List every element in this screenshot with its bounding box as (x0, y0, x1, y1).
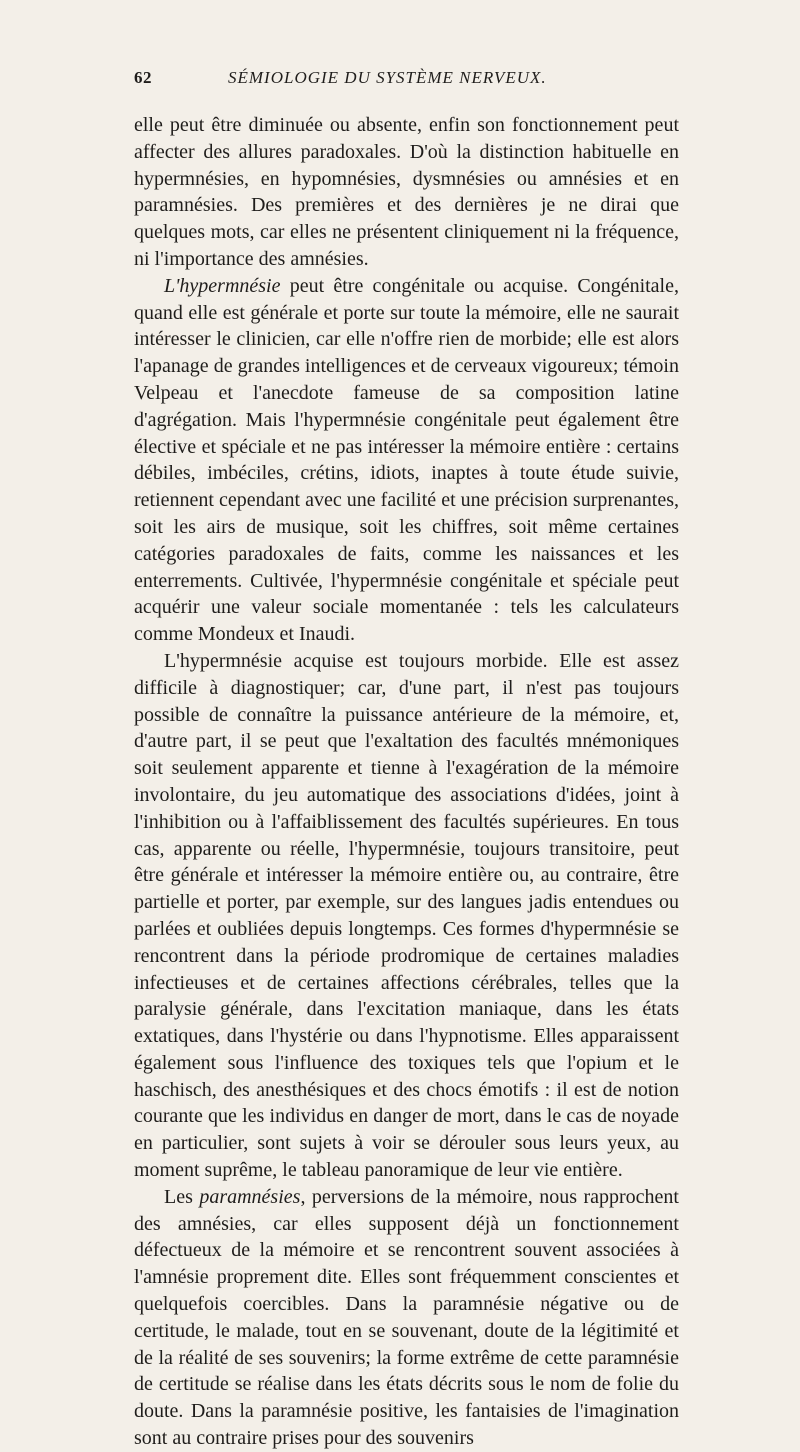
paragraph-text: , perversions de la mémoire, nous rapprochent des amnésies, car elles supposent déjà un fonctionnement défectueux de la mémoire et se rencontrent souvent associées à l'amnésie proprement dite. Elles sont fréquemment conscientes et quelquefois coercibles. Dans la paramnésie négative ou de certitude, le malade, tout en se souvenant, doute de la légitimité et de la réalité de ses souvenirs; la forme extrême de cette paramnésie de certitude se réalise dans les états décrits sous le nom de folie du doute. Dans la paramnésie positive, les fantaisies de l'imagination sont au contraire prises pour des souvenirs (134, 1185, 679, 1450)
paragraph-text: peut être congénitale ou acquise. Congénitale, quand elle est générale et porte sur toute la mémoire, elle ne saurait intéresser le clinicien, car elle n'offre rien de morbide; elle est alors l'apanage de grandes intelligences et de cerveaux vigoureux; témoin Velpeau et l'anecdote fameuse de sa composition latine d'agrégation. Mais l'hypermnésie congénitale peut également être élective et spéciale et ne pas intéresser la mémoire entière : certains débiles, imbéciles, crétins, idiots, inaptes à toute étude suivie, retiennent cependant avec une facilité et une précision surprenantes, soit les airs de musique, soit les chiffres, soit même certaines catégories paradoxales de faits, comme les naissances et les enterrements. Cultivée, l'hypermnésie congénitale et spéciale peut acquérir une valeur sociale momentanée : tels les calculateurs comme Mondeux et Inaudi. (134, 274, 679, 646)
body-text (134, 112, 679, 1452)
paragraph-text: elle peut être diminuée ou absente, enfin son fonctionnement peut affecter des allures paradoxales. D'où la distinction habituelle en hypermnésies, en hypomnésies, dysmnésies ou amnésies et en paramnésies. Des premières et des dernières je ne dirai que quelques mots, car elles ne présentent cliniquement ni la fréquence, ni l'importance des amnésies. (134, 114, 679, 270)
paragraph (134, 112, 679, 273)
paragraph-lead: Les (164, 1185, 200, 1208)
running-title: SÉMIOLOGIE DU SYSTÈME NERVEUX. (228, 68, 547, 87)
paragraph-text: L'hypermnésie acquise est toujours morbide. Elle est assez difficile à diagnostiquer; car, d'une part, il n'est pas toujours possible de connaître la puissance antérieure de la mémoire, et, d'autre part, il se peut que l'exaltation des facultés mnémoniques soit seulement apparente et tienne à l'exagération de la mémoire involontaire, du jeu automatique des associations d'idées, joint à l'inhibition ou à l'affaiblissement des facultés supérieures. En tous cas, apparente ou réelle, l'hypermnésie, toujours transitoire, peut être générale et intéresser la mémoire entière ou, au contraire, être partielle et porter, par exemple, sur des langues jadis entendues ou parlées et oubliées depuis longtemps. Ces formes d'hypermnésie se rencontrent dans la période prodromique de certaines maladies infectieuses et de certaines affections cérébrales, telles que la paralysie générale, dans l'excitation maniaque, dans les états extatiques, dans l'hystérie ou dans l'hypnotisme. Elles apparaissent également sous l'influence des toxiques tels que l'opium et le haschisch, des anesthésiques et des chocs émotifs : il est de notion courante que les individus en danger de mort, dans le cas de noyade en particulier, sont sujets à voir se dérouler sous leurs yeux, au moment suprême, le tableau panoramique de leur vie entière. (134, 649, 679, 1182)
paragraph (134, 1184, 679, 1452)
paragraph (134, 648, 679, 1184)
paragraph (134, 273, 679, 648)
italic-term: L'hypermnésie (164, 274, 281, 297)
page-number: 62 (134, 68, 152, 87)
italic-term: paramnésies (199, 1185, 301, 1208)
page-header (134, 68, 679, 92)
